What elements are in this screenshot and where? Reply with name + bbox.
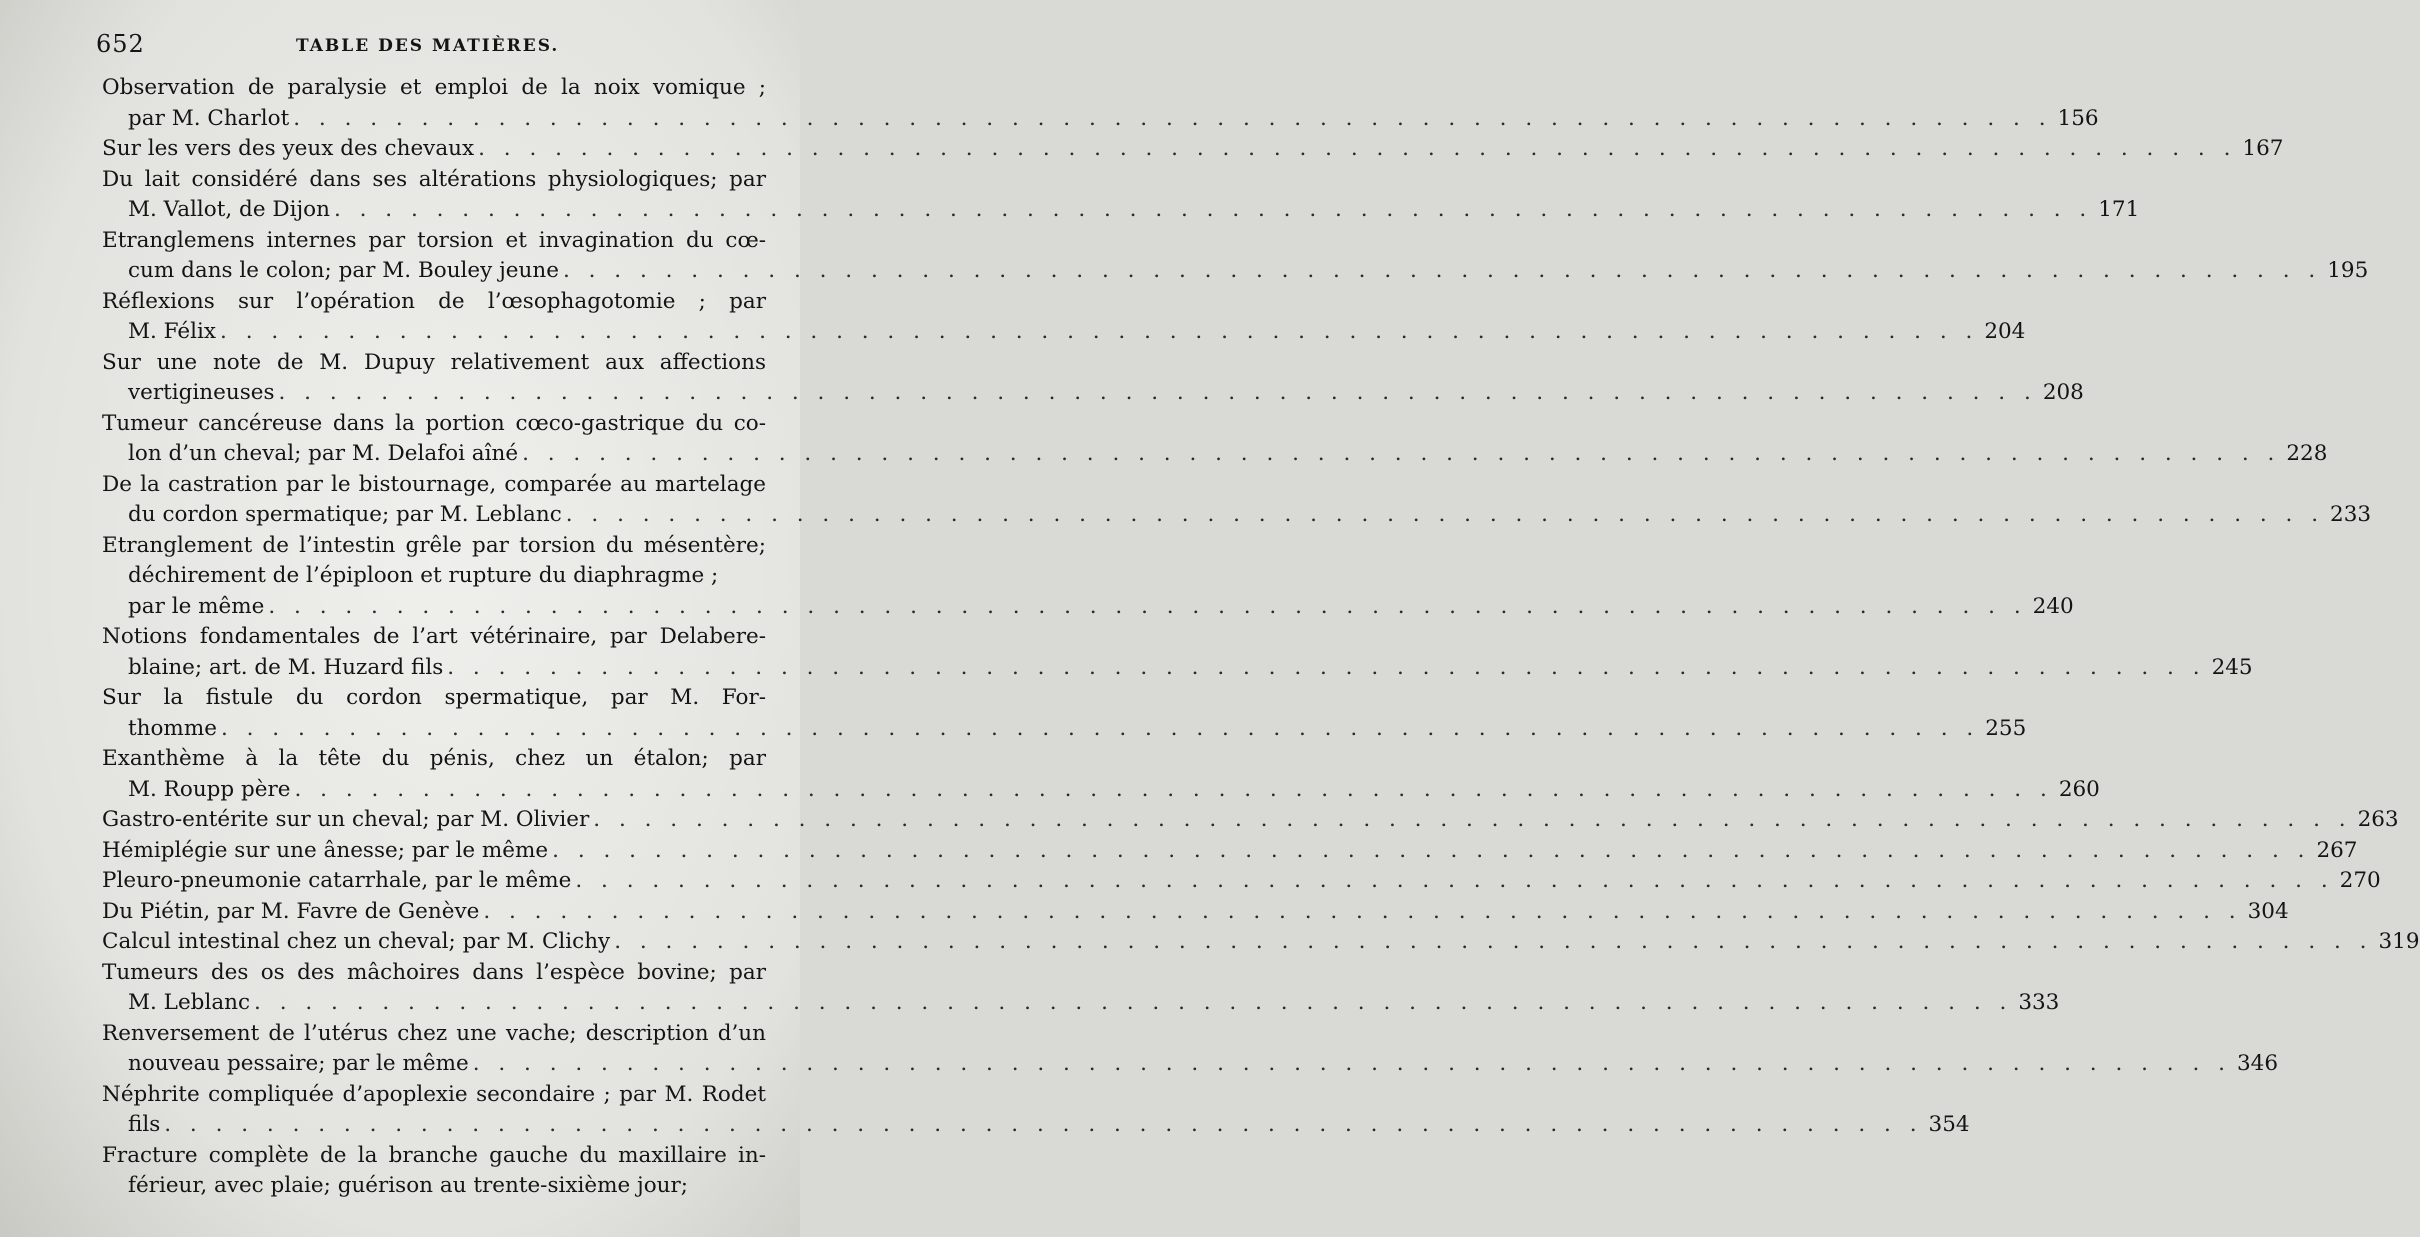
toc-entry-line xyxy=(102,897,2289,928)
page-header xyxy=(96,30,760,70)
dot-leader xyxy=(575,866,2333,897)
toc-entry-continuation xyxy=(102,195,2140,226)
toc-entry xyxy=(102,348,2084,409)
dot-leader xyxy=(614,927,2372,958)
dot-leader xyxy=(293,104,2051,135)
toc-entry-continuation xyxy=(102,1110,1970,1141)
toc-entry-text: déchirement de l’épiploon et rupture du diaphragme ; xyxy=(128,563,719,588)
toc-page-number: 204 xyxy=(1984,319,2026,344)
dot-leader xyxy=(221,714,1979,745)
toc-entry-continuation xyxy=(102,714,2027,745)
toc-entry-line xyxy=(102,683,766,714)
toc-entry xyxy=(102,927,2420,958)
toc-entry-text: lon d’un cheval; par M. Delafoi aîné xyxy=(128,441,519,466)
toc-page-number: 171 xyxy=(2098,197,2140,222)
toc-entry xyxy=(102,531,2074,623)
toc-page-number: 240 xyxy=(2032,593,2074,619)
toc-entry xyxy=(102,1080,1970,1141)
dot-leader xyxy=(593,805,2351,836)
toc-entry xyxy=(102,1019,2279,1080)
toc-entry-continuation xyxy=(102,592,2074,623)
toc-page-number: 319 xyxy=(2378,929,2420,954)
page-number: 652 xyxy=(96,30,145,58)
toc-entry-text: Néphrite compliquée d’apoplexie secondaire ; par M. Rodet xyxy=(102,1081,766,1107)
dot-leader xyxy=(279,378,2037,409)
toc-entry-text: Exanthème à la tête du pénis, chez un étalon; par xyxy=(102,746,766,771)
toc-entry-text: Etranglemens internes par torsion et invagination du cœ- xyxy=(102,227,766,253)
toc-page-number: 333 xyxy=(2018,990,2060,1015)
toc-entry-line xyxy=(102,348,766,379)
toc-entry-text: cum dans le colon; par M. Bouley jeune xyxy=(128,258,559,283)
toc-entry-text: De la castration par le bistournage, comparée au martelage xyxy=(102,471,766,497)
dot-leader xyxy=(478,134,2236,165)
toc-entry-text: par le même xyxy=(128,593,265,619)
toc-entry xyxy=(102,744,2100,805)
toc-entry-text: Sur une note de M. Dupuy relativement aux affections xyxy=(102,349,766,375)
toc-entry xyxy=(102,897,2289,928)
toc-entry xyxy=(102,134,2284,165)
toc-entry-line xyxy=(102,73,766,104)
toc-entry-text: Du lait considéré dans ses altérations physiologiques; par xyxy=(102,166,766,192)
toc-entry-text: thomme xyxy=(128,715,217,741)
toc-entry xyxy=(102,805,2399,836)
toc-entry-text: Sur la fistule du cordon spermatique, par M. For- xyxy=(102,685,766,710)
toc-entry-text: Hémiplégie sur une ânesse; par le même xyxy=(102,837,549,863)
toc-entry-text: nouveau pessaire; par le même xyxy=(128,1051,469,1076)
toc-entry-line xyxy=(102,226,766,257)
toc-entry-text: blaine; art. de M. Huzard fils xyxy=(128,654,444,680)
dot-leader xyxy=(483,897,2241,928)
toc-entry-continuation xyxy=(102,1171,766,1202)
toc-entry-continuation xyxy=(102,561,766,592)
toc-entry-text: Du Piétin, par M. Favre de Genève xyxy=(102,898,480,924)
toc-entry-text: Sur les vers des yeux des chevaux xyxy=(102,136,475,161)
toc-entry-text: fils xyxy=(128,1112,161,1137)
toc-page-number: 233 xyxy=(2330,502,2372,527)
toc-entry-line xyxy=(102,165,766,196)
dot-leader xyxy=(522,439,2280,470)
dot-leader xyxy=(447,653,2205,684)
toc-entry-line xyxy=(102,1019,766,1050)
toc-entry-line xyxy=(102,531,766,562)
dot-leader xyxy=(552,836,2310,867)
toc-entry-text: Notions fondamentales de l’art vétérinaire, par Delabere- xyxy=(102,624,766,649)
toc-page-number: 267 xyxy=(2316,837,2358,863)
toc-entry-line xyxy=(102,622,766,653)
dot-leader xyxy=(473,1049,2231,1080)
toc-page-number: 260 xyxy=(2058,776,2100,802)
toc-entry-text: du cordon spermatique; par M. Leblanc xyxy=(128,502,562,527)
toc-page-number: 346 xyxy=(2236,1051,2279,1076)
toc-entry-text: vertigineuses xyxy=(128,380,275,405)
toc-entry-text: Réflexions sur l’opération de l’œsophagotomie ; par xyxy=(102,288,766,314)
toc-entry-text: Tumeurs des os des mâchoires dans l’espèce bovine; par xyxy=(102,959,766,985)
toc-entry-line xyxy=(102,927,2420,958)
toc-entry xyxy=(102,836,2358,867)
toc-page-number: 167 xyxy=(2242,136,2284,161)
toc-entry xyxy=(102,1141,766,1202)
dot-leader xyxy=(566,500,2324,531)
toc-entry-line xyxy=(102,958,766,989)
toc-entry-text: Observation de paralysie et emploi de la noix vomique ; xyxy=(102,75,766,100)
toc-entry-continuation xyxy=(102,653,2253,684)
toc-entry-continuation xyxy=(102,378,2084,409)
toc-entry-line xyxy=(102,287,766,318)
toc-page-number: 255 xyxy=(1985,715,2027,741)
toc-entry-continuation xyxy=(102,988,2060,1019)
toc-entry-text: Tumeur cancéreuse dans la portion cœco-gastrique du co- xyxy=(102,410,766,436)
toc-entry-text: Etranglement de l’intestin grêle par torsion du mésentère; xyxy=(102,532,766,558)
toc-page-number: 354 xyxy=(1928,1112,1970,1137)
toc-entry-line xyxy=(102,744,766,775)
toc-entry-continuation xyxy=(102,256,2369,287)
table-of-contents xyxy=(102,73,2420,1202)
toc-entry xyxy=(102,165,2140,226)
toc-entry xyxy=(102,866,2381,897)
toc-entry-text: M. Vallot, de Dijon xyxy=(128,197,330,222)
toc-page-number: 195 xyxy=(2327,258,2369,283)
toc-entry-text: M. Roupp père xyxy=(128,776,291,802)
toc-page-number: 208 xyxy=(2042,380,2084,405)
toc-entry xyxy=(102,409,2328,470)
toc-entry-text: Renversement de l’utérus chez une vache; description d’un xyxy=(102,1020,766,1046)
toc-entry-text: M. Leblanc xyxy=(128,990,251,1015)
toc-entry xyxy=(102,622,2253,683)
dot-leader xyxy=(563,256,2321,287)
toc-entry-line xyxy=(102,409,766,440)
toc-entry xyxy=(102,287,2026,348)
toc-page-number: 228 xyxy=(2286,441,2328,466)
toc-entry xyxy=(102,73,2099,134)
toc-entry-text: Calcul intestinal chez un cheval; par M. Clichy xyxy=(102,929,611,954)
toc-entry-line xyxy=(102,1141,766,1172)
toc-entry-line xyxy=(102,1080,766,1111)
toc-entry-text: férieur, avec plaie; guérison au trente-sixième jour; xyxy=(128,1173,689,1198)
toc-entry xyxy=(102,958,2060,1019)
toc-page-number: 304 xyxy=(2247,898,2289,924)
toc-entry xyxy=(102,226,2369,287)
toc-entry-text: Pleuro-pneumonie catarrhale, par le même xyxy=(102,868,572,893)
toc-entry-continuation xyxy=(102,775,2100,806)
toc-page-number: 245 xyxy=(2211,654,2253,680)
toc-entry-continuation xyxy=(102,500,2372,531)
toc-entry-line xyxy=(102,470,766,501)
toc-entry-line xyxy=(102,134,2284,165)
toc-entry-text: Gastro-entérite sur un cheval; par M. Olivier xyxy=(102,807,590,832)
toc-entry-continuation xyxy=(102,104,2099,135)
dot-leader xyxy=(334,195,2092,226)
running-title: TABLE DES MATIÈRES. xyxy=(296,36,560,56)
toc-page-number: 156 xyxy=(2057,105,2099,131)
dot-leader xyxy=(295,775,2053,806)
toc-entry xyxy=(102,683,2027,744)
toc-entry-continuation xyxy=(102,317,2026,348)
dot-leader xyxy=(254,988,2012,1019)
dot-leader xyxy=(164,1110,1922,1141)
toc-entry-line xyxy=(102,805,2399,836)
toc-entry xyxy=(102,470,2372,531)
toc-entry-continuation xyxy=(102,1049,2279,1080)
toc-entry-continuation xyxy=(102,439,2328,470)
toc-page-number: 270 xyxy=(2339,868,2381,893)
dot-leader xyxy=(220,317,1978,348)
toc-entry-text: par M. Charlot xyxy=(128,105,290,131)
toc-entry-text: M. Félix xyxy=(128,319,217,344)
toc-entry-line xyxy=(102,866,2381,897)
toc-entry-text: Fracture complète de la branche gauche du maxillaire in- xyxy=(102,1142,766,1168)
toc-page-number: 263 xyxy=(2357,807,2399,832)
dot-leader xyxy=(268,592,2026,623)
toc-entry-line xyxy=(102,836,2358,867)
